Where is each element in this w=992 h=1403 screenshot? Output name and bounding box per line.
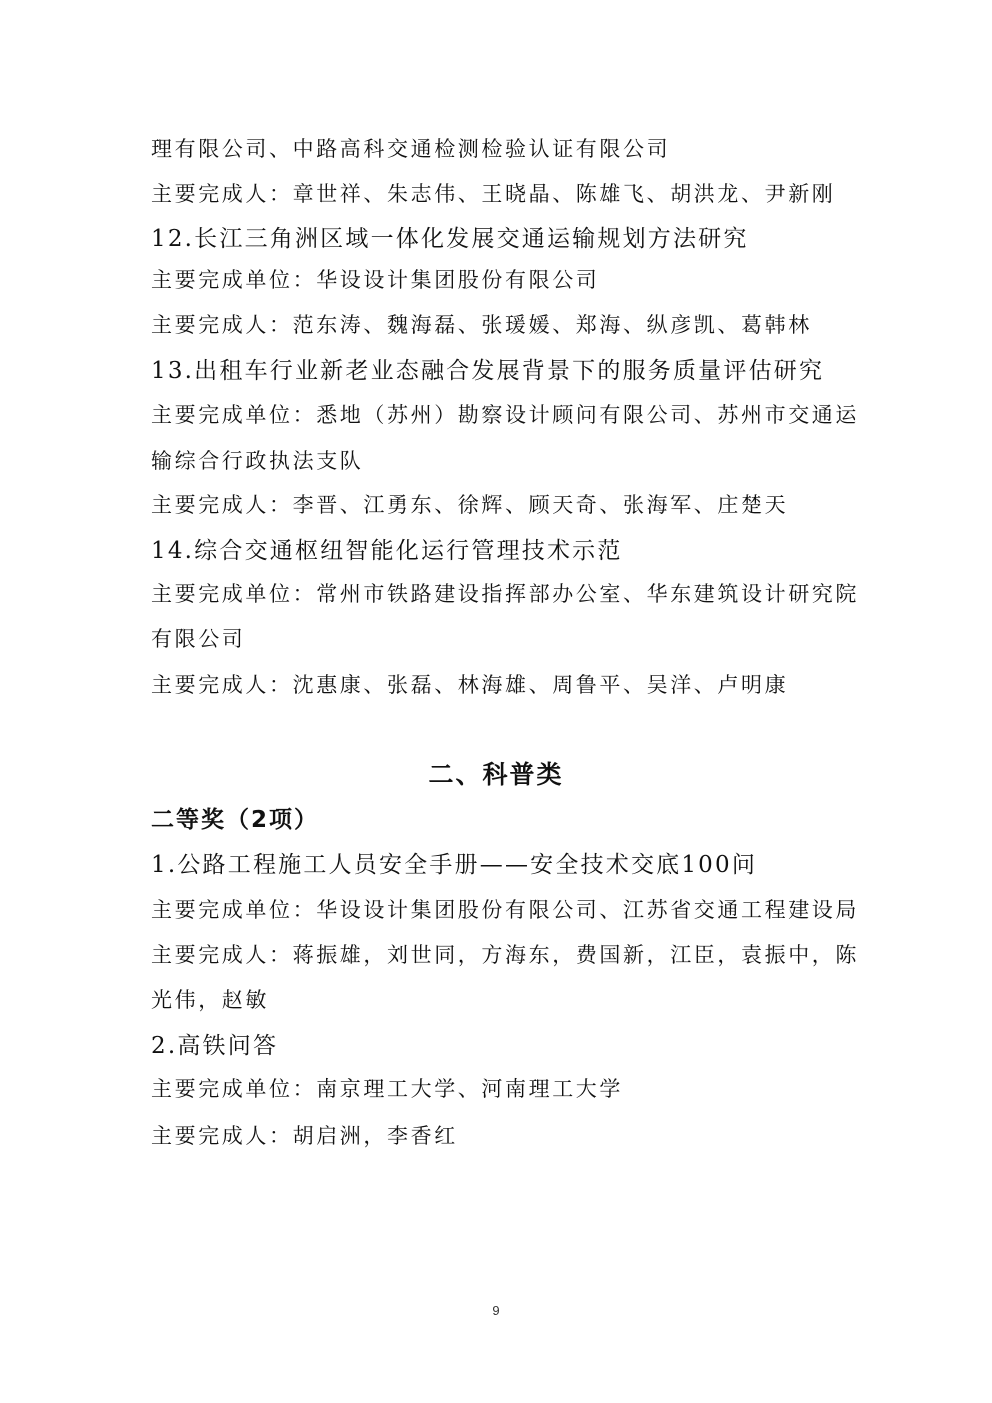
text-line-contributors-13: 主要完成人：李晋、江勇东、徐辉、顾天奇、张海军、庄楚天	[151, 493, 789, 517]
text-line-units-14-cont: 有限公司	[151, 627, 246, 651]
text-line-contributors-sci-1-cont: 光伟，赵敏	[151, 988, 269, 1012]
text-line-contributors-12: 主要完成人：范东涛、魏海磊、张瑗媛、郑海、纵彦凯、葛韩林	[151, 313, 812, 337]
text-line-contributors-14: 主要完成人：沈惠康、张磊、林海雄、周鲁平、吴洋、卢明康	[151, 673, 789, 697]
page-number: 9	[492, 1303, 500, 1318]
section-heading: 二、科普类	[428, 760, 564, 789]
text-line-units-sci-1: 主要完成单位：华设设计集团股份有限公司、江苏省交通工程建设局	[151, 898, 859, 922]
text-line-company-continued: 理有限公司、中路高科交通检测检验认证有限公司	[151, 137, 671, 161]
text-line-contributors-sci-2: 主要完成人：胡启洲，李香红	[151, 1124, 458, 1148]
project-title-13: 13.出租车行业新老业态融合发展背景下的服务质量评估研究	[151, 358, 825, 384]
text-line-units-13-cont: 输综合行政执法支队	[151, 449, 364, 473]
text-line-units-14: 主要完成单位：常州市铁路建设指挥部办公室、华东建筑设计研究院	[151, 582, 859, 606]
text-line-units-12: 主要完成单位：华设设计集团股份有限公司	[151, 268, 600, 292]
text-line-units-sci-2: 主要完成单位：南京理工大学、河南理工大学	[151, 1077, 623, 1101]
project-title-14: 14.综合交通枢纽智能化运行管理技术示范	[151, 538, 623, 564]
text-line-contributors-sci-1: 主要完成人：蒋振雄，刘世同，方海东，费国新，江臣，袁振中，陈	[151, 943, 859, 967]
project-title-sci-2: 2.高铁问答	[151, 1033, 279, 1059]
project-title-12: 12.长江三角洲区域一体化发展交通运输规划方法研究	[151, 226, 749, 252]
project-title-sci-1: 1.公路工程施工人员安全手册——安全技术交底100问	[151, 852, 758, 878]
text-line-units-13: 主要完成单位：悉地（苏州）勘察设计顾问有限公司、苏州市交通运	[151, 403, 859, 427]
text-line-contributors-11: 主要完成人：章世祥、朱志伟、王晓晶、陈雄飞、胡洪龙、尹新刚	[151, 182, 836, 206]
award-level-heading: 二等奖（2项）	[151, 807, 320, 833]
